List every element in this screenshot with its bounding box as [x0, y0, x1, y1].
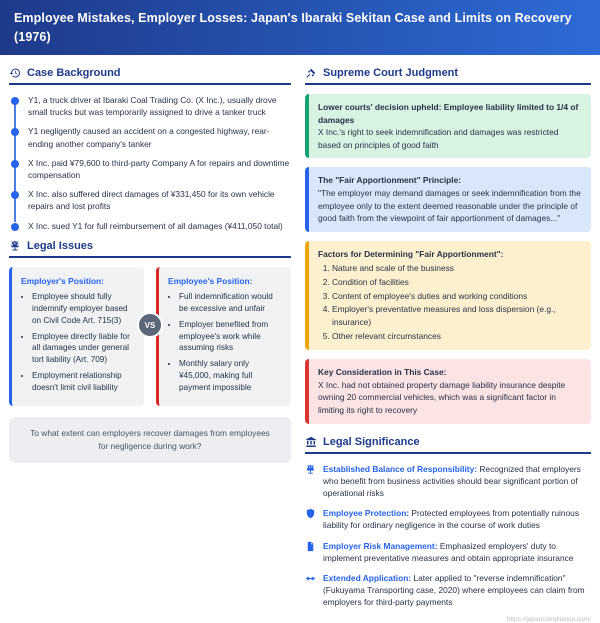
timeline-item [11, 220, 291, 232]
significance-body: Later applied to "reverse indemnification" (Fukuyama Transporting case, 2020) where employees can claim from employers for third-party payments [323, 572, 585, 608]
significance-body: Emphasized employers' duty to implement preventative measures and obtain appropriate insurance [323, 540, 574, 563]
timeline-item-text: Y1, a truck driver at Ibaraki Coal Trading Co. (X Inc.), usually drove small trucks but was temporarily assigned to drive a tanker truck [28, 95, 277, 118]
right-column [305, 64, 591, 623]
scales-icon [9, 240, 21, 252]
section-legal-significance [305, 436, 591, 454]
positions-row [9, 267, 291, 406]
timeline-item [11, 188, 291, 212]
timeline-dot-icon [11, 97, 19, 105]
section-supreme-court-judgment [305, 67, 591, 85]
timeline-item-text: X Inc. paid ¥79,600 to third-party Company A for repairs and downtime compensation [28, 157, 290, 180]
timeline-dot-icon [11, 191, 19, 199]
employer-position-card [9, 267, 144, 406]
significance-item [305, 572, 591, 609]
vs-badge: VS [137, 312, 163, 338]
significance-item [305, 463, 591, 500]
significance-title: Extended Application: [323, 572, 412, 583]
factor-item: 5. Other relevant circumstances [332, 330, 582, 343]
section-case-background-label: Case Background [27, 67, 121, 79]
timeline-item [11, 125, 291, 149]
timeline-dot-icon [11, 128, 19, 136]
factor-item: 2. Condition of facilities [332, 276, 582, 289]
section-legal-issues-label: Legal Issues [27, 239, 94, 252]
factor-item: 4. Employer's preventative measures and loss dispersion (e.g., insurance) [332, 303, 582, 328]
position-point: • Monthly salary only ¥45,000, making full payment impossible [179, 358, 283, 394]
significance-text [323, 507, 591, 531]
timeline-item-text: X Inc. sued Y1 for full reimbursement of all damages (¥411,050 total) [28, 220, 283, 231]
document-icon [305, 541, 316, 564]
scales-icon [305, 464, 316, 500]
employer-position-title: Employer's Position: [21, 275, 104, 286]
content [0, 55, 600, 623]
significance-title: Established Balance of Responsibility: [323, 463, 478, 474]
principle-body: "The employer may demand damages or seek indemnification from the employee only to the extent deemed reasonable under the principle of good faith from the viewpoint of fair apportionment of damages..." [318, 188, 581, 224]
left-column [9, 64, 291, 623]
double-arrow-icon [305, 573, 316, 609]
decision-body: X Inc.'s right to seek indemnification and damages was restricted based on principles of good faith [318, 127, 559, 150]
factors-list [318, 262, 582, 342]
section-legal-significance-label: Legal Significance [323, 435, 420, 448]
significance-title: Employee Protection: [323, 508, 410, 519]
significance-item [305, 507, 591, 531]
consideration-title: Key Consideration in This Case: [318, 367, 447, 378]
courthouse-icon [305, 436, 317, 448]
position-point: • Employer benefited from employee's work while assuming risks [179, 319, 283, 355]
page-header [0, 0, 600, 55]
employee-position-list [168, 291, 283, 394]
factor-item: 3. Content of employee's duties and working conditions [332, 290, 582, 303]
significance-text [323, 572, 591, 609]
principle-title: The "Fair Apportionment" Principle: [318, 175, 462, 186]
history-icon [9, 67, 21, 79]
key-question-box: To what extent can employers recover damages from employees for negligence during work? [9, 417, 291, 463]
decision-callout [305, 94, 591, 158]
position-point: • Full indemnification would be excessive and unfair [179, 291, 283, 315]
timeline-item [11, 94, 291, 118]
timeline-dot-icon [11, 223, 19, 231]
timeline-item-text: Y1 negligently caused an accident on a congested highway, rear-ending another company's tanker [28, 126, 270, 149]
section-case-background [9, 67, 291, 85]
employee-position-card [156, 267, 291, 406]
significance-item [305, 540, 591, 564]
case-timeline [11, 94, 291, 232]
consideration-callout [305, 359, 591, 423]
employer-position-list [21, 291, 136, 394]
timeline-item [11, 157, 291, 181]
employee-position-title: Employee's Position: [168, 275, 253, 286]
gavel-icon [305, 67, 317, 79]
timeline-dot-icon [11, 160, 19, 168]
factor-item: 1. Nature and scale of the business [332, 262, 582, 275]
position-point: • Employment relationship doesn't limit civil liability [32, 370, 136, 394]
significance-title: Employer Risk Management: [323, 540, 438, 551]
principle-callout [305, 167, 591, 231]
position-point: • Employee should fully indemnify employer based on Civil Code Art. 715(3) [32, 291, 136, 327]
page-title: Employee Mistakes, Employer Losses: Japan's Ibaraki Sekitan Case and Limits on Recovery (1976) [14, 11, 572, 44]
significance-text [323, 463, 591, 500]
source-url: https://japancompliance.com/ [506, 616, 591, 623]
consideration-body: X Inc. had not obtained property damage liability insurance despite owning 20 commercial vehicles, which was a significant factor in limiting its right to recovery [318, 379, 566, 415]
factors-title: Factors for Determining "Fair Apportionment": [318, 248, 504, 259]
section-legal-issues [9, 240, 291, 258]
significance-body: Protected employees from potentially ruinous liability for ordinary negligence in the course of work duties [323, 508, 580, 531]
section-supreme-court-judgment-label: Supreme Court Judgment [323, 67, 459, 79]
factors-callout [305, 241, 591, 350]
significance-text [323, 540, 591, 564]
timeline-item-text: X Inc. also suffered direct damages of ¥331,450 for its own vehicle repairs and lost profits [28, 189, 275, 212]
significance-body: Recognized that employers who benefit from business activities should bear significant portion of operational risks [323, 463, 581, 498]
position-point: • Employee directly liable for all damages under general tort liability (Art. 709) [32, 331, 136, 367]
decision-title: Lower courts' decision upheld: Employee liability limited to 1/4 of damages [318, 102, 579, 125]
